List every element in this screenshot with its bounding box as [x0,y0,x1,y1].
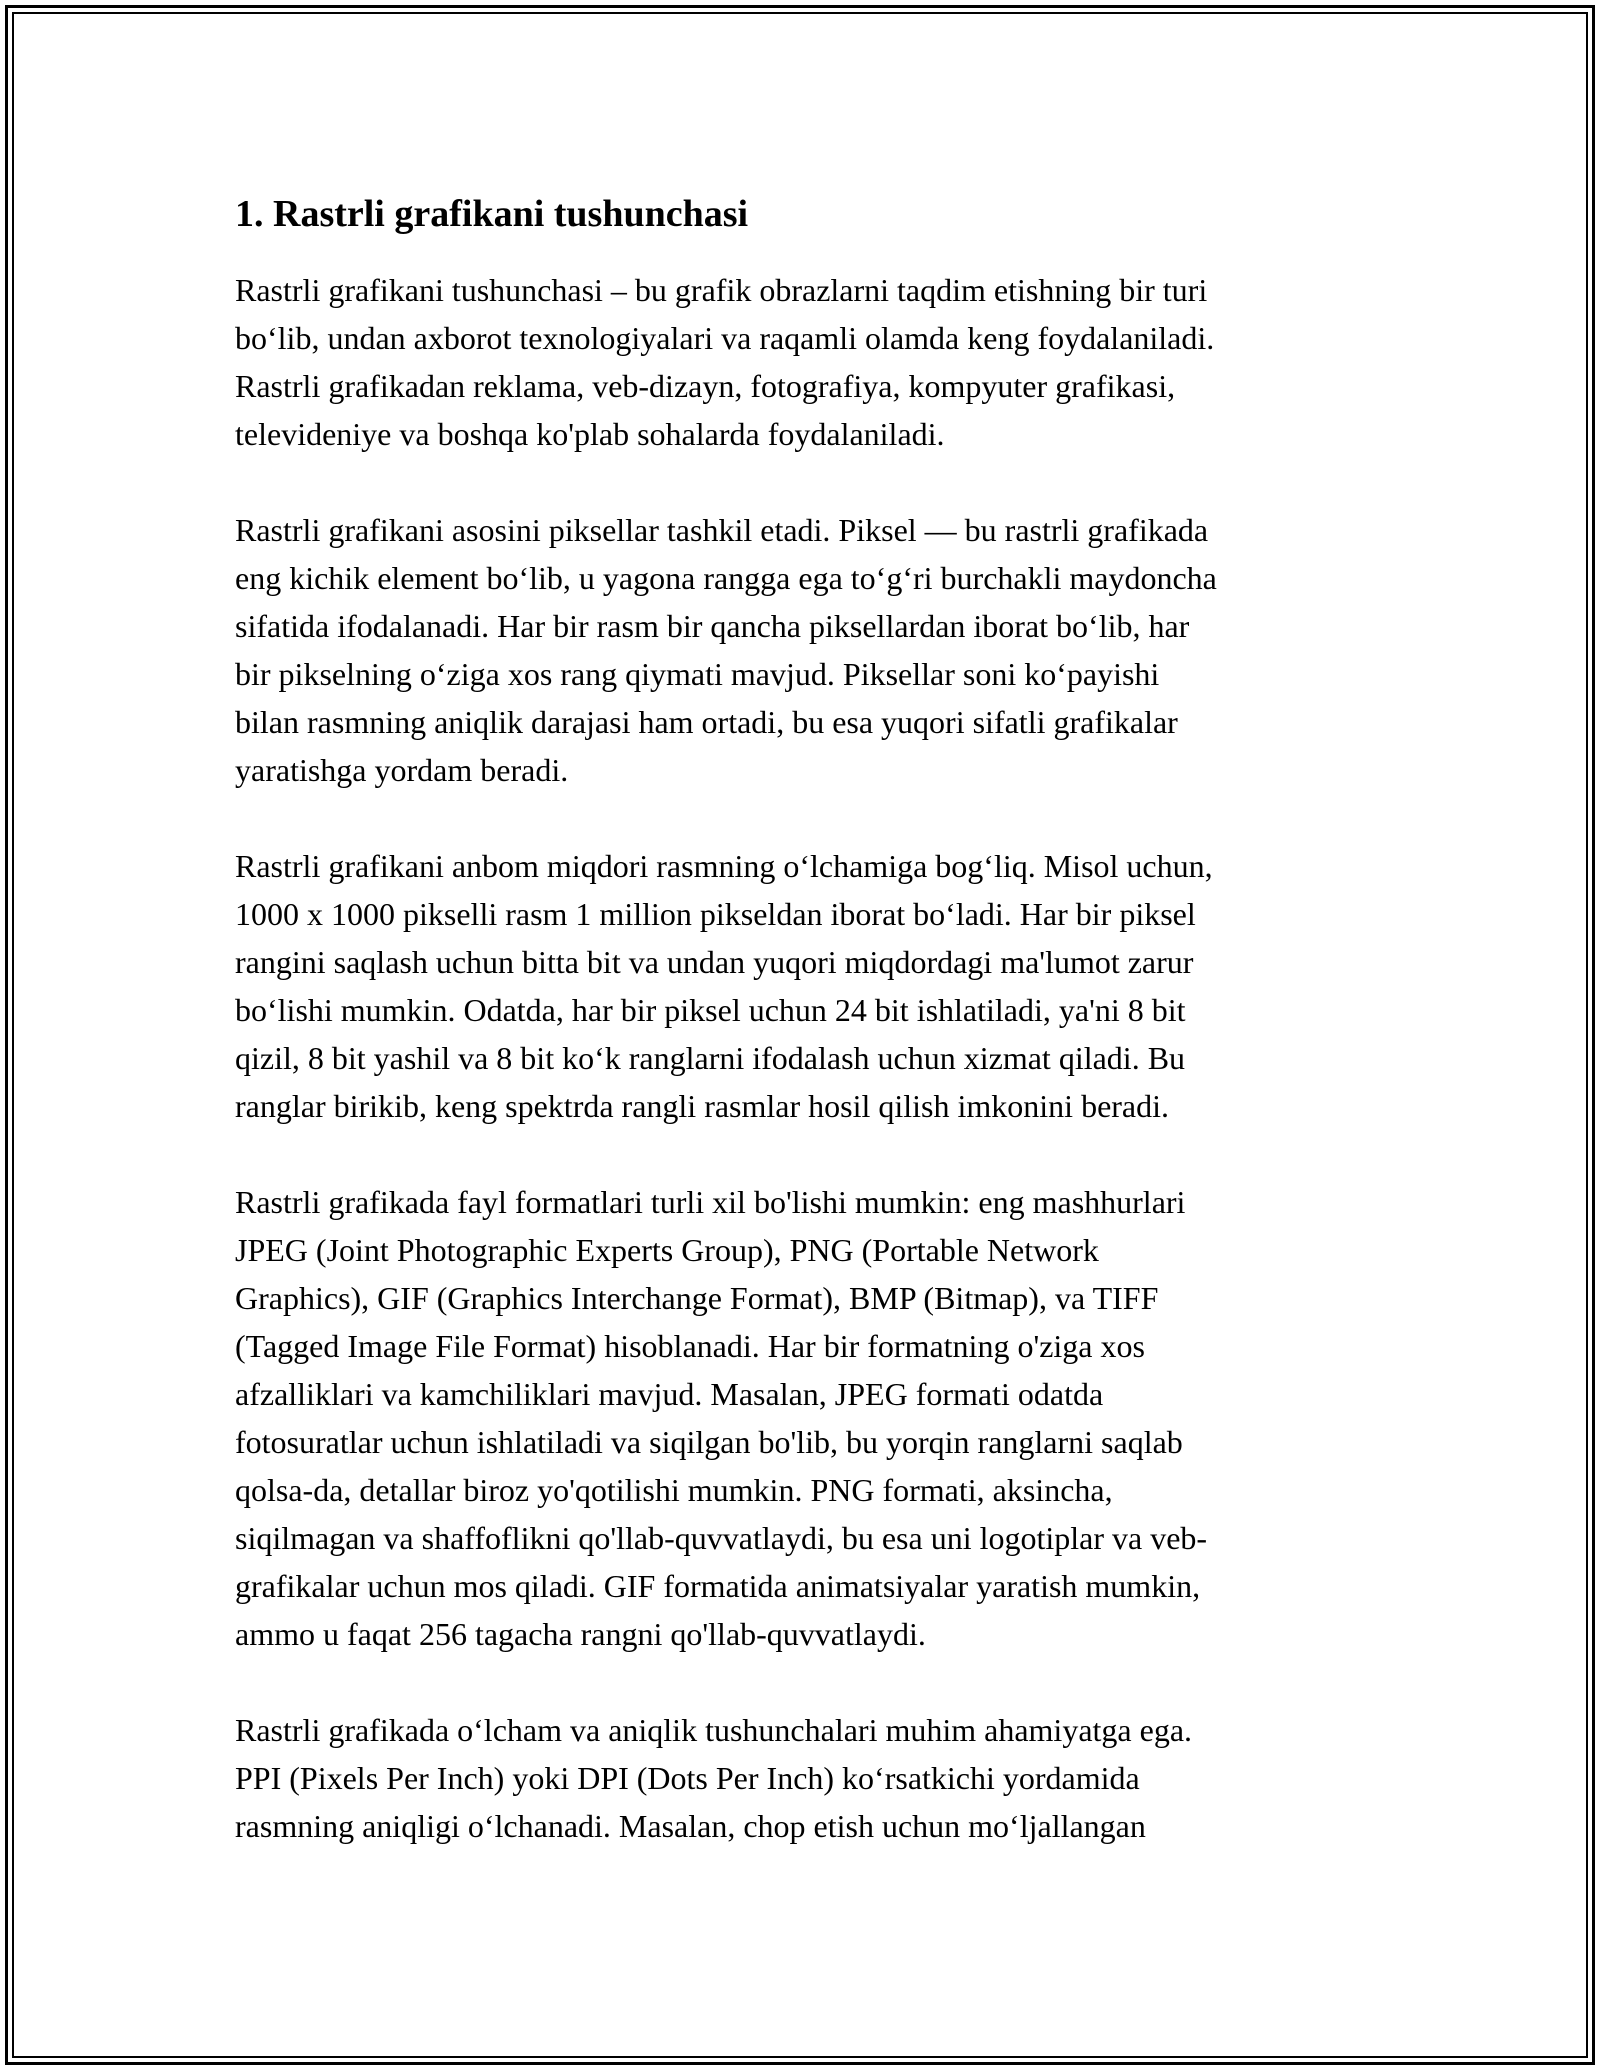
text-line: bo‘lib, undan axborot texnologiyalari va raqamli olamda keng foydalaniladi. [235,320,1215,356]
text-line: ranglar birikib, keng spektrda rangli rasmlar hosil qilish imkonini beradi. [235,1088,1170,1124]
text-line: rasmning aniqligi o‘lchanadi. Masalan, chop etish uchun mo‘ljallangan [235,1808,1146,1844]
paragraph-formats [235,1178,1375,1658]
text-line: Rastrli grafikada fayl formatlari turli xil bo'lishi mumkin: eng mashhurlari [235,1184,1186,1220]
text-line: 1000 x 1000 pikselli rasm 1 million pikseldan iborat bo‘ladi. Har bir piksel [235,896,1196,932]
text-line: grafikalar uchun mos qiladi. GIF formatida animatsiyalar yaratish mumkin, [235,1568,1201,1604]
text-line: Rastrli grafikani tushunchasi – bu grafik obrazlarni taqdim etishning bir turi [235,272,1208,308]
paragraph-intro [235,266,1375,458]
text-line: Graphics), GIF (Graphics Interchange Format), BMP (Bitmap), va TIFF [235,1280,1159,1316]
text-line: afzalliklari va kamchiliklari mavjud. Masalan, JPEG formati odatda [235,1376,1104,1412]
text-line: (Tagged Image File Format) hisoblanadi. Har bir formatning o'ziga xos [235,1328,1145,1364]
text-line: yaratishga yordam beradi. [235,752,569,788]
text-line: JPEG (Joint Photographic Experts Group), PNG (Portable Network [235,1232,1099,1268]
text-line: sifatida ifodalanadi. Har bir rasm bir qancha piksellardan iborat bo‘lib, har [235,608,1190,644]
text-line: fotosuratlar uchun ishlatiladi va siqilgan bo'lib, bu yorqin ranglarni saqlab [235,1424,1183,1460]
section-heading: 1. Rastrli grafikani tushunchasi [235,193,749,235]
text-line: ammo u faqat 256 tagacha rangni qo'llab-quvvatlaydi. [235,1616,926,1652]
text-line: eng kichik element bo‘lib, u yagona rangga ega to‘g‘ri burchakli maydoncha [235,560,1217,596]
text-line: bo‘lishi mumkin. Odatda, har bir piksel uchun 24 bit ishlatiladi, ya'ni 8 bit [235,992,1186,1028]
text-line: Rastrli grafikani asosini piksellar tashkil etadi. Piksel — bu rastrli grafikada [235,512,1209,548]
paragraph-pixels [235,506,1375,794]
text-line: PPI (Pixels Per Inch) yoki DPI (Dots Per Inch) ko‘rsatkichi yordamida [235,1760,1140,1796]
text-line: qolsa-da, detallar biroz yo'qotilishi mumkin. PNG formati, aksincha, [235,1472,1113,1508]
text-line: Rastrli grafikadan reklama, veb-dizayn, fotografiya, kompyuter grafikasi, [235,368,1176,404]
text-line: Rastrli grafikani anbom miqdori rasmning o‘lchamiga bog‘liq. Misol uchun, [235,848,1213,884]
paragraph-resolution [235,1706,1375,1850]
paragraph-memory [235,842,1375,1130]
document-body [235,190,1375,1898]
text-line: rangini saqlash uchun bitta bit va undan yuqori miqdordagi ma'lumot zarur [235,944,1194,980]
text-line: bir pikselning o‘ziga xos rang qiymati mavjud. Piksellar soni ko‘payishi [235,656,1160,692]
text-line: qizil, 8 bit yashil va 8 bit ko‘k ranglarni ifodalash uchun xizmat qiladi. Bu [235,1040,1186,1076]
text-line: Rastrli grafikada o‘lcham va aniqlik tushunchalari muhim ahamiyatga ega. [235,1712,1193,1748]
text-line: siqilmagan va shaffoflikni qo'llab-quvvatlaydi, bu esa uni logotiplar va veb- [235,1520,1208,1556]
text-line: televideniye va boshqa ko'plab sohalarda foydalaniladi. [235,416,945,452]
text-line: bilan rasmning aniqlik darajasi ham ortadi, bu esa yuqori sifatli grafikalar [235,704,1178,740]
